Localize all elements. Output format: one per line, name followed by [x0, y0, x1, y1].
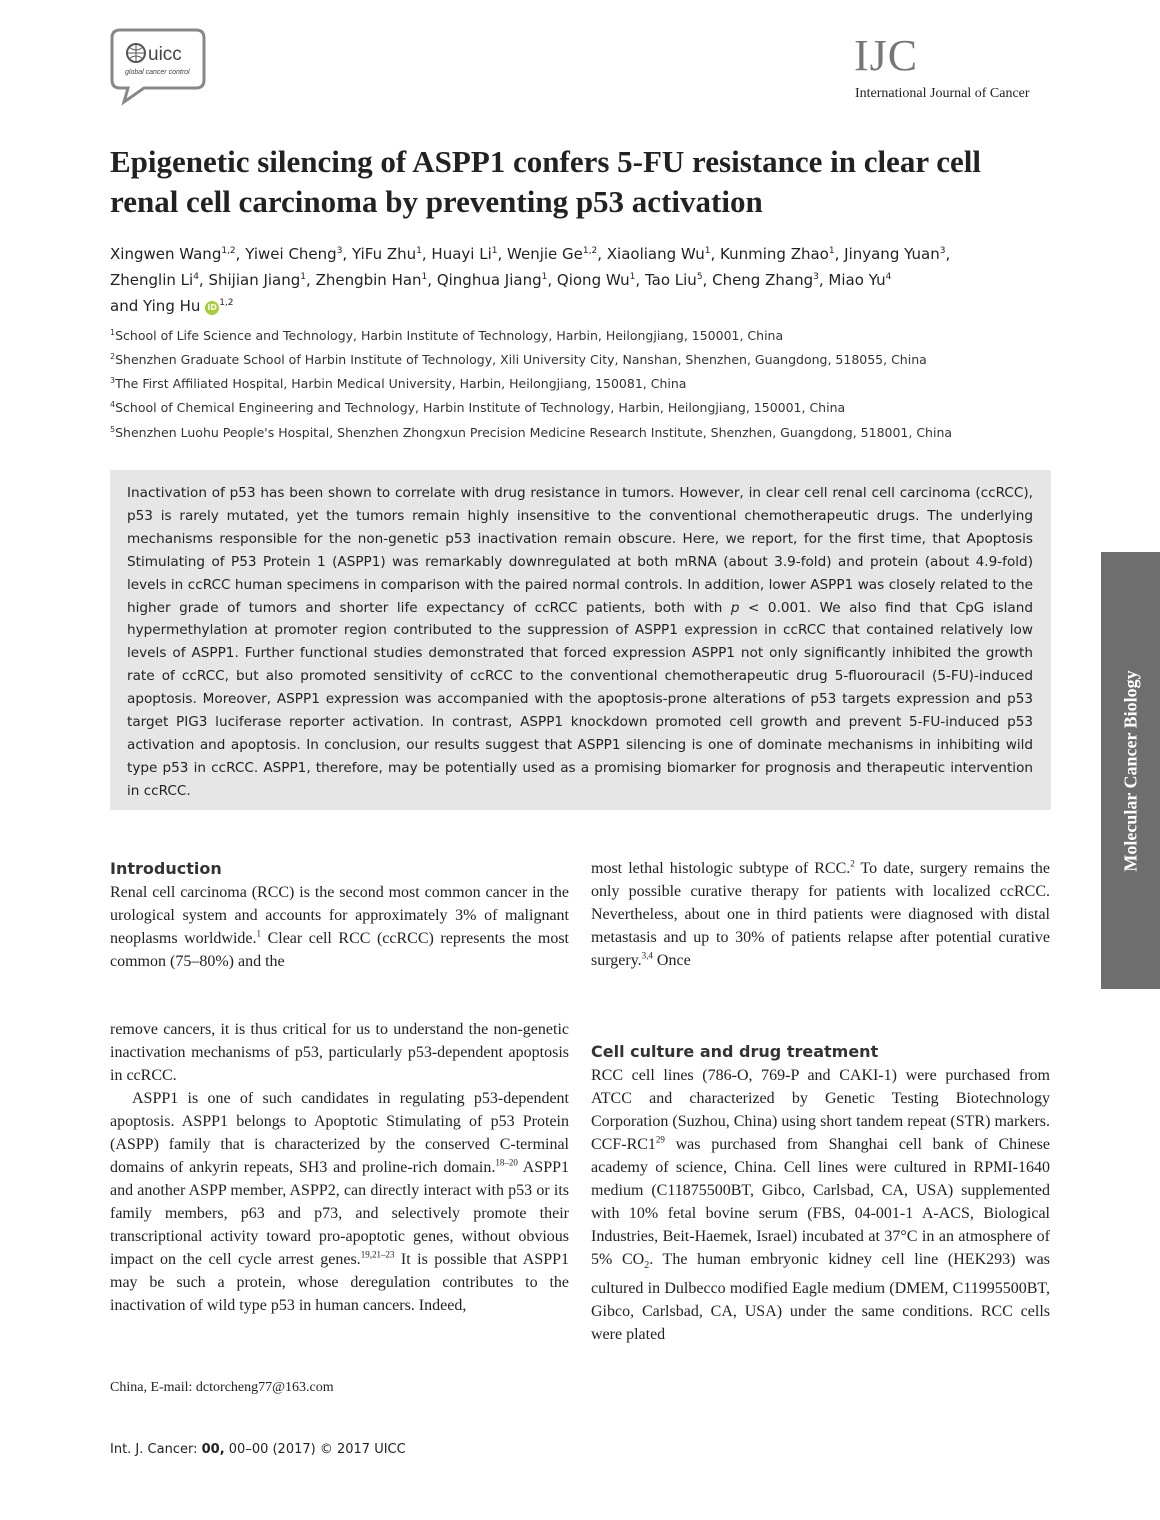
- intro-paragraph: remove cancers, it is thus critical for us to understand the non-genetic inactivation mechanisms of p53, particularly p53-dependent apoptosis in ccRCC.: [110, 1021, 569, 1084]
- author-name[interactable]: Qiong Wu: [556, 271, 630, 289]
- subscript: 2: [644, 1260, 650, 1272]
- footer-copyright: 00–00 (2017) © 2017 UICC: [224, 1442, 406, 1457]
- affiliation-item: [110, 419, 1050, 443]
- affiliation-number: 1: [110, 328, 116, 337]
- page-footer: [110, 1442, 406, 1457]
- author-name[interactable]: Tao Liu: [644, 271, 697, 289]
- uicc-logo: [108, 26, 208, 106]
- cell-culture-text: [591, 1064, 1050, 1346]
- intro-right-top: [591, 857, 1050, 972]
- intro-text: To date, surgery remains the only possible curative therapy for patients with localized ccRCC. Nevertheless, about one in third patients were diagnosed with distal metastasis and up to 30% of patients relapse after potential curative surgery.: [591, 860, 1050, 969]
- section-side-tab: [1101, 552, 1160, 989]
- methods-text: was purchased from Shanghai cell bank of Chinese academy of science, China. Cell lines were cultured in RPMI-1640 medium (C11875500BT, Gibco, Carlsbad, CA, USA) supplemented with 10% fetal bovine serum (FBS, 04-001-1 A-ACS, Biological Industries, Beit-Haemek, Israel) incubated at 37°C in an atmosphere of 5% CO: [591, 1136, 1050, 1268]
- logo-wordmark: uicc: [148, 44, 182, 65]
- author-name[interactable]: Wenjie Ge: [507, 245, 583, 263]
- affiliation-item: [110, 346, 1050, 370]
- methods-text: RCC cell lines (786-O, 769-P and CAKI-1) were purchased from ATCC and characterized by Genetic Testing Biotechnology Corporation (Suzhou, China) using short tandem repeat (STR) markers. CCF-RC1: [591, 1067, 1050, 1153]
- author-affiliation-ref: 1: [541, 272, 548, 282]
- intro-text: Renal cell carcinoma (RCC) is the second most common cancer in the urological system and accounts for approximately 3% of malignant neoplasms worldwide.: [110, 884, 569, 947]
- citation-ref[interactable]: 2: [850, 858, 855, 869]
- correspondence-email: China, E-mail: dctorcheng77@163.com: [110, 1380, 334, 1395]
- affiliation-text: School of Chemical Engineering and Technology, Harbin Institute of Technology, Harbin, Heilongjiang, 150001, China: [115, 400, 846, 416]
- author-name[interactable]: Qinghua Jiang: [436, 271, 542, 289]
- author-affiliation-ref: 3: [336, 246, 343, 256]
- author-name[interactable]: Xingwen Wang: [110, 245, 222, 263]
- and-word: and: [110, 297, 139, 315]
- author-name[interactable]: Zhengbin Han: [315, 271, 422, 289]
- author-affiliation-ref: 1: [416, 246, 422, 256]
- article-title: Epigenetic silencing of ASPP1 confers 5-FU resistance in clear cell renal cell carcinoma by preventing p53 activation: [110, 144, 982, 219]
- intro-left-top: [110, 881, 569, 973]
- author-affiliation-ref: 1: [300, 272, 307, 282]
- author-affiliation-ref: 1: [629, 272, 636, 282]
- citation-ref[interactable]: 1: [256, 928, 262, 939]
- intro-text: ASPP1 and another ASPP member, ASPP2, can directly interact with p53 or its family members, p63 and p73, and selectively promote their transcriptional activity toward pro-apoptotic genes, without obvious impact on the cell cycle arrest genes.: [110, 1159, 570, 1268]
- intro-text: ASPP1 is one of such candidates in regulating p53-dependent apoptosis. ASPP1 belongs to Apoptotic Stimulating of p53 Protein (ASPP) family that is characterized by the conserved C-terminal domains of ankyrin repeats, SH3 and proline-rich domain.: [110, 1090, 569, 1176]
- intro-text: It is possible that ASPP1 may be such a protein, whose deregulation contributes to the inactivation of wild type p53 in human cancers. Indeed,: [110, 1251, 570, 1314]
- author-affiliation-ref: 1,2: [219, 298, 234, 308]
- citation-ref[interactable]: 3,4: [641, 950, 653, 961]
- citation-ref[interactable]: 19,21–23: [360, 1249, 395, 1260]
- author-name[interactable]: Shijian Jiang: [208, 271, 301, 289]
- author-affiliation-ref: 4: [193, 272, 199, 282]
- affiliation-text: School of Life Science and Technology, Harbin Institute of Technology, Harbin, Heilongjiang, 150001, China: [115, 328, 784, 344]
- affiliation-item: [110, 394, 1050, 418]
- author-affiliation-ref: 1: [421, 272, 428, 282]
- citation-ref[interactable]: 29: [655, 1134, 665, 1145]
- author-name[interactable]: Ying Hu: [143, 297, 201, 315]
- author-affiliation-ref: 1: [704, 246, 711, 256]
- affiliation-text: Shenzhen Luohu People's Hospital, Shenzhen Zhongxun Precision Medicine Research Institute, Shenzhen, Guangdong, 518001, China: [115, 424, 953, 440]
- intro-text: most lethal histologic subtype of RCC.: [591, 860, 851, 877]
- methods-text: . The human embryonic kidney cell line (HEK293) was cultured in Dulbecco modified Eagle medium (DMEM, C11995500BT, Gibco, Carlsbad, CA, USA) under the same conditions. RCC cells were plated: [591, 1251, 1050, 1344]
- intro-text: Clear cell RCC (ccRCC) represents the most common (75–80%) and the: [110, 930, 570, 970]
- affiliation-number: 2: [110, 352, 116, 362]
- author-name[interactable]: Huayi Li: [431, 245, 492, 263]
- intro-text: Once: [652, 952, 691, 969]
- citation-ref[interactable]: 18–20: [495, 1157, 518, 1168]
- affiliation-list: [110, 322, 1050, 443]
- affiliation-item: [110, 370, 1050, 394]
- author-affiliation-ref: 5: [696, 272, 703, 282]
- author-list: Xingwen Wang$^{1,2}$, Yiwei Cheng$^3$, YiFu Zhu$^1$, Huayi Li$^1$, Wenjie Ge$^{1,2}$, Xiaoliang Wu$^1$, Kunming Zhao$^1$, Jinyang Yuan$^3$, Zhenglin Li$^4$, Shijian Jiang$^1$, Zhengbin Han$^1$, Qinghua Jiang$^1$, Qiong Wu$^1$, Tao Liu$^5$, Cheng Zhang$^3$, Miao Yu$^4$ and Ying Hu iD $^{1,2}$: [110, 245, 951, 315]
- introduction-heading: Introduction: [110, 859, 222, 878]
- affiliation-number: 3: [110, 376, 116, 386]
- footer-volume: 00,: [201, 1442, 225, 1457]
- orcid-icon[interactable]: iD: [205, 301, 219, 315]
- affiliation-number: 5: [110, 424, 116, 434]
- footer-journal: Int. J. Cancer:: [110, 1442, 198, 1457]
- author-name[interactable]: Cheng Zhang: [712, 271, 814, 289]
- author-name[interactable]: YiFu Zhu: [351, 245, 417, 263]
- intro-left-bottom: [110, 1018, 569, 1317]
- author-affiliation-ref: 3: [939, 246, 946, 256]
- author-affiliation-ref: 1,2: [221, 246, 236, 256]
- logo-tagline: global cancer control: [125, 69, 190, 76]
- author-name[interactable]: Yiwei Cheng: [245, 245, 337, 263]
- side-tab-label: Molecular Cancer Biology: [1120, 669, 1140, 872]
- abstract-text: Inactivation of p53 has been shown to correlate with drug resistance in tumors. However, in clear cell renal cell carcinoma (ccRCC), p53 is rarely mutated, yet the tumors remain highly insensitive to the conventional chemotherapeutic drugs. The underlying mechanisms responsible for the non-genetic p53 inactivation remain obscure. Here, we report, for the first time, that Apoptosis Stimulating of P53 Protein 1 (ASPP1) was remarkably downregulated at both mRNA (about 3.9-fold) and protein (about 4.9-fold) levels in ccRCC human specimens in comparison with the paired normal controls. In addition, lower ASPP1 was closely related to the higher grade of tumors and shorter life expectancy of ccRCC patients, both with p < 0.001. We also find that CpG island hypermethylation at promoter region contributed to the suppression of ASPP1 expression in ccRCC that contained relatively low levels of ASPP1. Further functional studies demonstrated that forced expression ASPP1 not only significantly inhibited the growth rate of ccRCC, but also promoted sensitivity of ccRCC to the conventional chemotherapeutic drug 5-fluorouracil (5-FU)-induced apoptosis. Moreover, ASPP1 expression was accompanied with the apoptosis-prone alterations of p53 targets expression and p53 target PIG3 luciferase reporter activation. In contrast, ASPP1 knockdown promoted cell growth and prevent 5-FU-induced p53 activation and apoptosis. In conclusion, our results suggest that ASPP1 silencing is one of dominate mechanisms in inhibiting wild type p53 in ccRCC. ASPP1, therefore, may be potentially used as a promising biomarker for prognosis and therapeutic intervention in ccRCC.: [127, 485, 1033, 799]
- author-name[interactable]: Jinyang Yuan: [844, 245, 940, 263]
- journal-abbrev: IJC: [854, 31, 919, 80]
- abstract-box: [110, 470, 1051, 810]
- intro-paragraph: [110, 1087, 569, 1317]
- author-affiliation-ref: 1,2: [582, 246, 598, 256]
- author-name[interactable]: Xiaoliang Wu: [606, 245, 705, 263]
- author-name[interactable]: Miao Yu: [828, 271, 886, 289]
- journal-name: International Journal of Cancer: [855, 86, 1030, 101]
- author-affiliation-ref: 4: [885, 272, 892, 282]
- affiliation-text: The First Affiliated Hospital, Harbin Medical University, Harbin, Heilongjiang, 150081, China: [115, 376, 687, 392]
- author-name[interactable]: Zhenglin Li: [110, 271, 194, 289]
- cell-culture-heading: Cell culture and drug treatment: [591, 1042, 879, 1061]
- affiliation-item: [110, 322, 1050, 346]
- affiliation-number: 4: [110, 400, 116, 410]
- affiliation-text: Shenzhen Graduate School of Harbin Institute of Technology, Xili University City, Nanshan, Shenzhen, Guangdong, 518055, China: [115, 352, 927, 368]
- author-affiliation-ref: 1: [828, 246, 835, 256]
- author-affiliation-ref: 1: [491, 246, 498, 256]
- author-affiliation-ref: 3: [813, 272, 819, 282]
- author-name[interactable]: Kunming Zhao: [720, 245, 829, 263]
